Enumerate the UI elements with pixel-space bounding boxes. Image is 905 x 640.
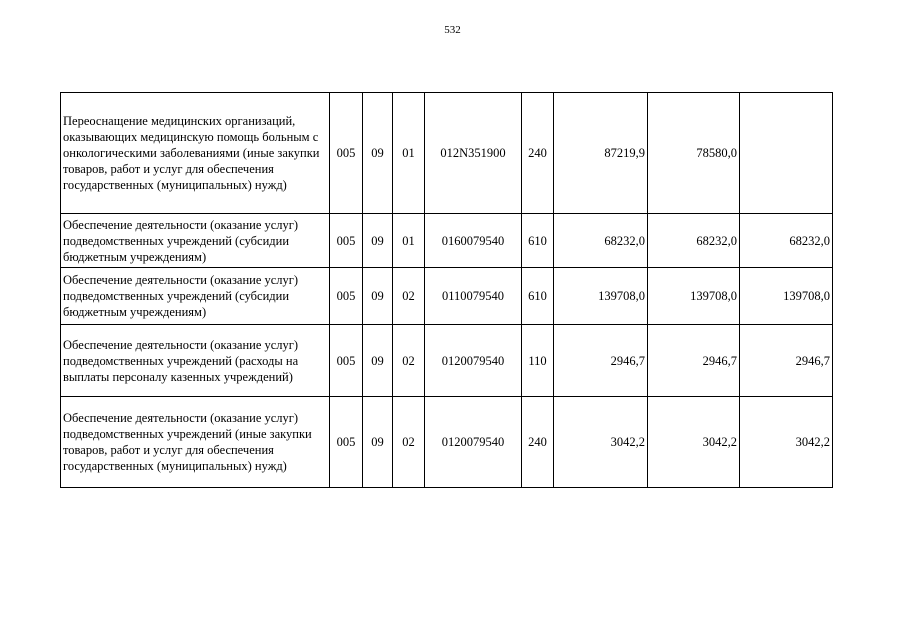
row-name: Переоснащение медицинских организаций, оказывающих медицинскую помощь больным с онкологическими заболеваниями (иные закупки товаров, работ и услуг для обеспечения государственных (муниципальных) нужд): [61, 93, 330, 214]
sum-year-2: 3042,2: [648, 397, 740, 488]
sum-year-3: 68232,0: [740, 214, 833, 268]
sum-year-3: 3042,2: [740, 397, 833, 488]
expense-type-code: 610: [522, 268, 554, 325]
subsection-code: 02: [393, 325, 425, 397]
ministry-code: 005: [330, 325, 363, 397]
target-article-code: 0120079540: [425, 397, 522, 488]
sum-year-2: 68232,0: [648, 214, 740, 268]
page-number: 532: [444, 24, 461, 36]
target-article-code: 0110079540: [425, 268, 522, 325]
section-code: 09: [363, 325, 393, 397]
table-row: [61, 268, 833, 325]
sum-year-3: 139708,0: [740, 268, 833, 325]
sum-year-1: 68232,0: [554, 214, 648, 268]
row-name: Обеспечение деятельности (оказание услуг) подведомственных учреждений (субсидии бюджетным учреждениям): [61, 268, 330, 325]
subsection-code: 02: [393, 268, 425, 325]
sum-year-1: 87219,9: [554, 93, 648, 214]
table-row: [61, 214, 833, 268]
subsection-code: 01: [393, 93, 425, 214]
sum-year-3: [740, 93, 833, 214]
sum-year-2: 78580,0: [648, 93, 740, 214]
target-article-code: 0160079540: [425, 214, 522, 268]
ministry-code: 005: [330, 214, 363, 268]
expense-type-code: 240: [522, 93, 554, 214]
section-code: 09: [363, 93, 393, 214]
expense-type-code: 240: [522, 397, 554, 488]
subsection-code: 01: [393, 214, 425, 268]
ministry-code: 005: [330, 268, 363, 325]
table-row: [61, 93, 833, 214]
budget-table: [60, 92, 833, 488]
sum-year-2: 2946,7: [648, 325, 740, 397]
row-name: Обеспечение деятельности (оказание услуг) подведомственных учреждений (иные закупки товаров, работ и услуг для обеспечения государственных (муниципальных) нужд): [61, 397, 330, 488]
sum-year-1: 3042,2: [554, 397, 648, 488]
expense-type-code: 610: [522, 214, 554, 268]
sum-year-1: 139708,0: [554, 268, 648, 325]
section-code: 09: [363, 214, 393, 268]
ministry-code: 005: [330, 397, 363, 488]
target-article-code: 0120079540: [425, 325, 522, 397]
sum-year-1: 2946,7: [554, 325, 648, 397]
table-row: [61, 325, 833, 397]
row-name: Обеспечение деятельности (оказание услуг) подведомственных учреждений (субсидии бюджетным учреждениям): [61, 214, 330, 268]
table-row: [61, 397, 833, 488]
subsection-code: 02: [393, 397, 425, 488]
section-code: 09: [363, 397, 393, 488]
target-article-code: 012N351900: [425, 93, 522, 214]
sum-year-3: 2946,7: [740, 325, 833, 397]
expense-type-code: 110: [522, 325, 554, 397]
row-name: Обеспечение деятельности (оказание услуг) подведомственных учреждений (расходы на выплаты персоналу казенных учреждений): [61, 325, 330, 397]
sum-year-2: 139708,0: [648, 268, 740, 325]
ministry-code: 005: [330, 93, 363, 214]
section-code: 09: [363, 268, 393, 325]
